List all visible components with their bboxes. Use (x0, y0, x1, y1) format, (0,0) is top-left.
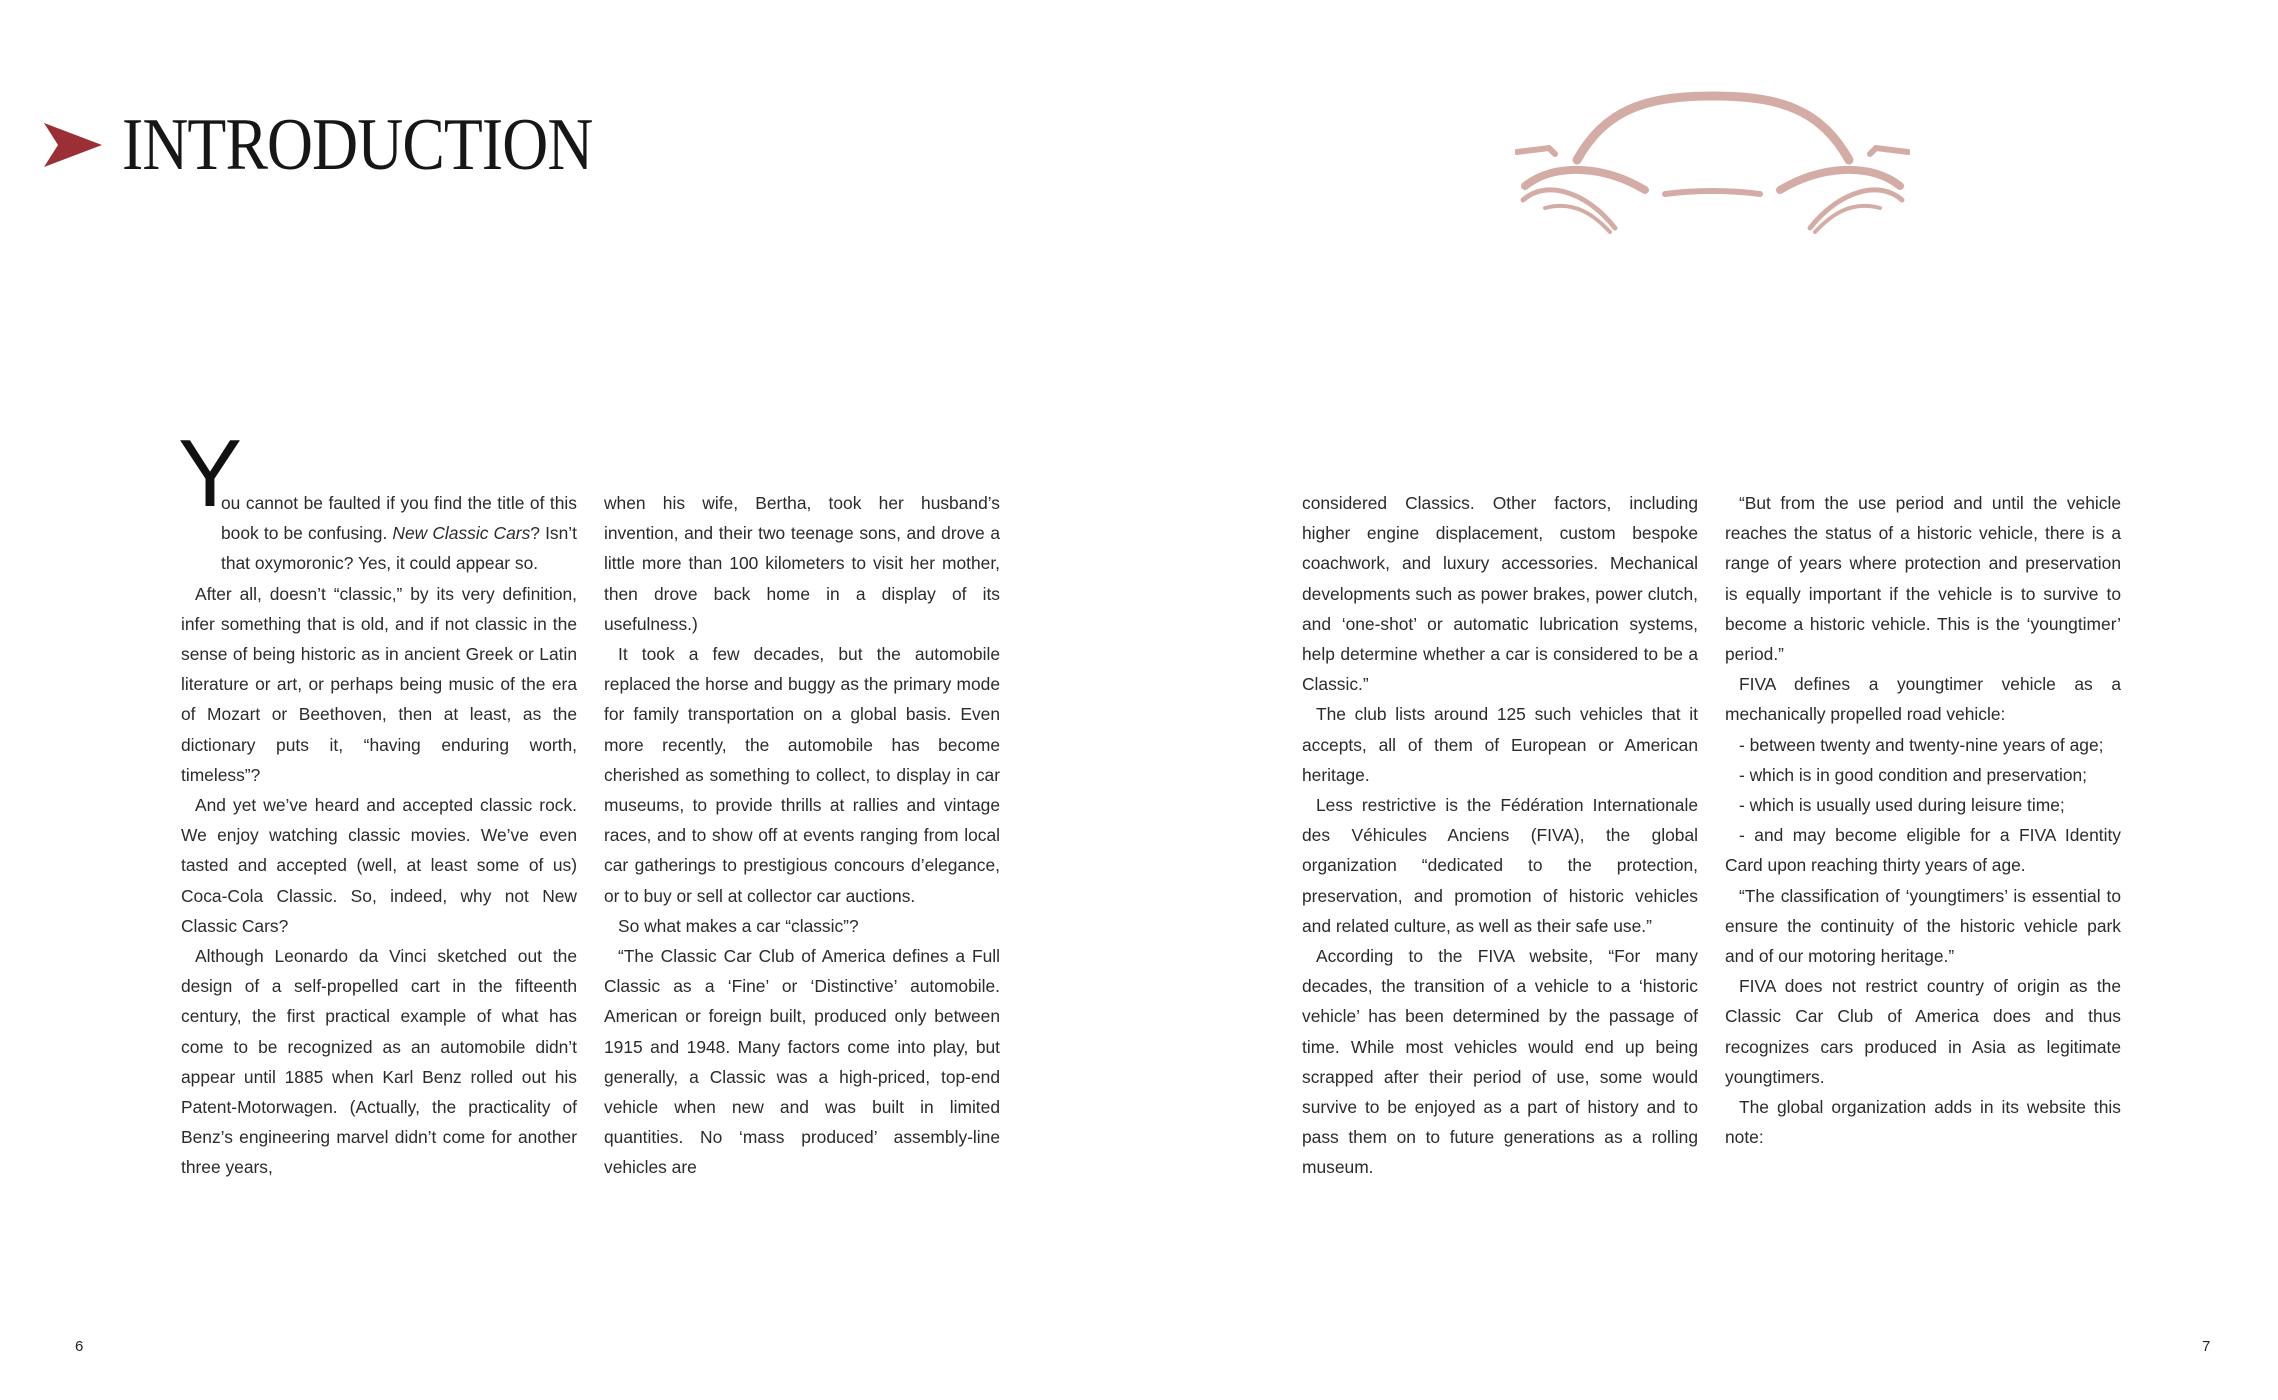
paragraph: FIVA does not restrict country of origin as the Classic Car Club of America does and thus recognizes cars produced in Asia as legitimate youngtimers. (1725, 976, 2121, 1087)
list-item: - which is usually used during leisure time; (1739, 795, 2065, 816)
paragraph: According to the FIVA website, “For many decades, the transition of a vehicle to a ‘historic vehicle’ has been determined by the passage of time. While most vehicles would end up being scrapped after their period of use, some would survive to be enjoyed as a part of history and to pass them on to future generations as a rolling museum. (1302, 946, 1698, 1178)
drop-cap: Y (178, 420, 243, 527)
paragraph: It took a few decades, but the automobile replaced the horse and buggy as the primary mode for family transportation on a global basis. Even more recently, the automobile has become cherished as something to collect, to display in car museums, to provide thrills at rallies and vintage races, and to show off at events ranging from local car gatherings to prestigious concours d’elegance, or to buy or sell at collector car auctions. (604, 644, 1000, 906)
paragraph: “The Classic Car Club of America defines a Full Classic as a ‘Fine’ or ‘Distinctive’ automobile. American or foreign built, produced only between 1915 and 1948. Many factors come into play, but generally, a Classic was a high-priced, top-end vehicle when new and was built in limited quantities. No ‘mass produced’ assembly-line vehicles are (604, 946, 1000, 1178)
paragraph: So what makes a car “classic”? (618, 915, 859, 936)
paragraph: when his wife, Bertha, took her husband’s invention, and their two teenage sons, and drove a little more than 100 kilometers to visit her mother, then drove back home in a display of its usefulness.) (604, 493, 1000, 634)
chapter-header (44, 100, 669, 190)
paragraph: Less restrictive is the Fédération Internationale des Véhicules Anciens (FIVA), the global organization “dedicated to the protection, preservation, and promotion of historic vehicles and related culture, as well as their safe use.” (1302, 795, 1698, 936)
paragraph: And yet we’ve heard and accepted classic rock. We enjoy watching classic movies. We’ve even tasted and accepted (well, at least some of us) Coca-Cola Classic. So, indeed, why not New Classic Cars? (181, 795, 577, 936)
paragraph: ou cannot be faulted if you find the title of this book to be confusing. New Classic Cars? Isn’t that oxymoronic? Yes, it could appear so. (221, 493, 577, 574)
chevron-right-icon (44, 119, 102, 171)
paragraph: “The classification of ‘youngtimers’ is essential to ensure the continuity of the historic vehicle park and of our motoring heritage.” (1725, 885, 2121, 967)
paragraph: considered Classics. Other factors, including higher engine displacement, custom bespoke coachwork, and luxury accessories. Mechanical developments such as power brakes, power clutch, and ‘one-shot’ or automatic lubrication systems, help determine whether a car is considered to be a Classic.” (1302, 493, 1698, 695)
text-column-4 (1725, 488, 2121, 1152)
paragraph: The club lists around 125 such vehicles that it accepts, all of them of European or American heritage. (1302, 704, 1698, 785)
paragraph: Although Leonardo da Vinci sketched out the design of a self-propelled cart in the fifteenth century, the first practical example of what has come to be recognized as an automobile didn’t appear until 1885 when Karl Benz rolled out his Patent-Motorwagen. (Actually, the practicality of Benz’s engineering marvel didn’t come for another three years, (181, 946, 577, 1178)
page-number-left: 6 (75, 1338, 84, 1355)
page-number-right: 7 (2202, 1338, 2211, 1355)
paragraph: After all, doesn’t “classic,” by its very definition, infer something that is old, and if not classic in the sense of being historic as in ancient Greek or Latin literature or art, or perhaps being music of the era of Mozart or Beethoven, then at least, as the dictionary puts it, “having enduring worth, timeless”? (181, 583, 577, 785)
list-item: - and may become eligible for a FIVA Identity Card upon reaching thirty years of age. (1725, 825, 2121, 876)
text-column-1 (181, 488, 577, 1183)
car-silhouette-icon (1515, 90, 1910, 240)
paragraph: “But from the use period and until the vehicle reaches the status of a historic vehicle, there is a range of years where protection and preservation is equally important if the vehicle is to survive to become a historic vehicle. This is the ‘youngtimer’ period.” (1725, 493, 2121, 665)
list-item: - between twenty and twenty-nine years of age; (1739, 734, 2104, 755)
paragraph: The global organization adds in its website this note: (1725, 1097, 2121, 1148)
text-column-3 (1302, 488, 1698, 1183)
chapter-title: INTRODUCTION (122, 104, 593, 186)
list-item: - which is in good condition and preservation; (1739, 764, 2088, 785)
paragraph: FIVA defines a youngtimer vehicle as a mechanically propelled road vehicle: (1725, 674, 2121, 725)
text-column-2 (604, 488, 1000, 1183)
